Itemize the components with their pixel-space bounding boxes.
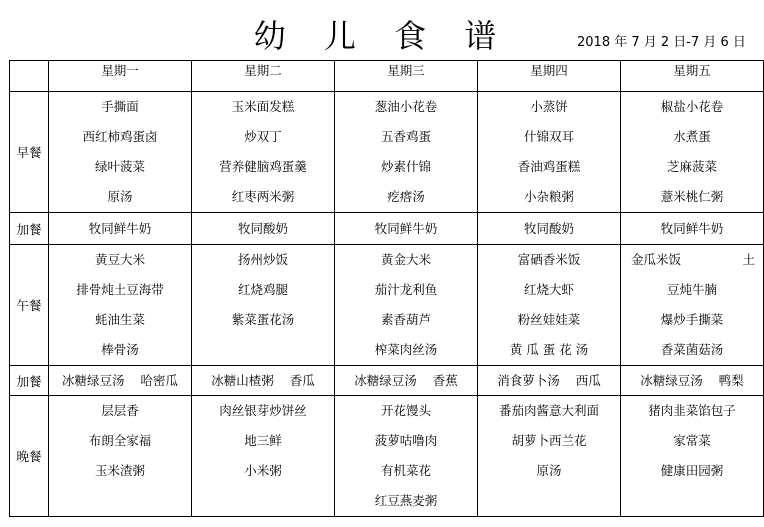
snack-fruit: 香蕉 xyxy=(432,373,458,388)
dish: 水煮蛋 xyxy=(673,129,711,144)
snack2-cell-thu xyxy=(478,366,621,396)
dish: 棒骨汤 xyxy=(101,342,139,357)
dish: 开花馒头 xyxy=(380,403,431,418)
dish: 菠萝咕噜肉 xyxy=(374,433,438,448)
dinner-cell-thu xyxy=(478,396,621,517)
dish: 小杂粮粥 xyxy=(523,189,574,204)
dish: 黄豆大米 xyxy=(94,252,145,267)
dish: 椒盐小花卷 xyxy=(660,99,724,114)
snack-drink: 消食萝卜汤 xyxy=(497,373,560,388)
snack2-cell-mon xyxy=(49,366,192,396)
breakfast-cell-tue xyxy=(192,92,335,213)
dish: 胡萝卜西兰花 xyxy=(511,433,587,448)
lunch-cell-mon xyxy=(49,245,192,366)
dish: 排骨炖土豆海带 xyxy=(76,282,164,297)
dinner-cell-tue xyxy=(192,396,335,517)
dish: 芝麻菠菜 xyxy=(666,159,717,174)
dish: 玉米面发糕 xyxy=(231,99,295,114)
lunch-cell-tue xyxy=(192,245,335,366)
dish-suffix: 土 xyxy=(742,252,755,267)
snack1-cell-thu xyxy=(478,213,621,245)
day-header-fri: 星期五 xyxy=(621,61,764,92)
dish: 红烧大虾 xyxy=(523,282,574,297)
dish: 牧同鲜牛奶 xyxy=(374,221,438,236)
dish: 牧同鲜牛奶 xyxy=(660,221,724,236)
dish: 地三鲜 xyxy=(244,433,282,448)
dish: 西红柿鸡蛋卤 xyxy=(82,129,158,144)
dish: 红枣两米粥 xyxy=(231,189,295,204)
dish: 五香鸡蛋 xyxy=(380,129,431,144)
snack1-row xyxy=(10,213,764,245)
snack-fruit: 鸭梨 xyxy=(718,373,744,388)
snack-drink: 冰糖绿豆汤 xyxy=(61,373,125,388)
dish: 猪肉韭菜馅包子 xyxy=(648,403,736,418)
snack-drink: 冰糖绿豆汤 xyxy=(640,373,703,388)
snack2-cell-fri xyxy=(621,366,764,396)
dish: 红烧鸡腿 xyxy=(237,282,288,297)
dish: 牧同鲜牛奶 xyxy=(88,221,152,236)
breakfast-cell-mon xyxy=(49,92,192,213)
dish: 家常菜 xyxy=(673,433,711,448)
dish: 富硒香米饭 xyxy=(517,252,581,267)
meal-label-lunch: 午餐 xyxy=(10,245,49,366)
dish: 紫菜蛋花汤 xyxy=(231,312,295,327)
dish: 素香葫芦 xyxy=(380,312,431,327)
dish: 炒双丁 xyxy=(244,129,282,144)
snack2-cell-tue xyxy=(192,366,335,396)
lunch-cell-fri xyxy=(621,245,764,366)
corner-cell xyxy=(10,61,49,92)
meal-label-snack2: 加餐 xyxy=(10,366,49,396)
dish: 疙瘩汤 xyxy=(387,189,425,204)
dish: 玉米渣粥 xyxy=(94,463,145,478)
day-header-thu: 星期四 xyxy=(478,61,621,92)
lunch-cell-thu xyxy=(478,245,621,366)
dish: 茄汁龙利鱼 xyxy=(374,282,438,297)
menu-table xyxy=(9,60,764,517)
dish: 原汤 xyxy=(536,463,562,478)
snack-drink: 冰糖山楂粥 xyxy=(211,373,274,388)
day-header-tue: 星期二 xyxy=(192,61,335,92)
dish: 榨菜肉丝汤 xyxy=(374,342,438,357)
day-header-mon: 星期一 xyxy=(49,61,192,92)
dish: 蚝油生菜 xyxy=(94,312,145,327)
snack-fruit: 哈密瓜 xyxy=(140,373,179,388)
dish-name: 金瓜米饭 xyxy=(631,252,682,267)
snack2-cell-wed xyxy=(335,366,478,396)
lunch-row xyxy=(10,245,764,366)
dinner-cell-mon xyxy=(49,396,192,517)
dish: 牧同酸奶 xyxy=(237,221,288,236)
dish: 牧同酸奶 xyxy=(523,221,574,236)
dish: 香油鸡蛋糕 xyxy=(517,159,581,174)
meal-label-snack1: 加餐 xyxy=(10,213,49,245)
dish xyxy=(621,245,763,275)
dish: 豆炖牛腩 xyxy=(666,282,717,297)
header-row xyxy=(10,61,764,92)
snack1-cell-fri xyxy=(621,213,764,245)
breakfast-cell-fri xyxy=(621,92,764,213)
dish: 小蒸饼 xyxy=(530,99,568,114)
snack-fruit: 香瓜 xyxy=(289,373,315,388)
dish: 香菜菌菇汤 xyxy=(660,342,724,357)
snack1-cell-wed xyxy=(335,213,478,245)
dish: 番茄肉酱意大利面 xyxy=(498,403,599,418)
dish: 布朗全家福 xyxy=(88,433,152,448)
dinner-row xyxy=(10,396,764,517)
dish: 葱油小花卷 xyxy=(374,99,438,114)
snack1-cell-mon xyxy=(49,213,192,245)
dish: 小米粥 xyxy=(244,463,282,478)
dish: 爆炒手撕菜 xyxy=(660,312,724,327)
meal-label-dinner: 晚餐 xyxy=(10,396,49,517)
breakfast-cell-wed xyxy=(335,92,478,213)
snack-fruit: 西瓜 xyxy=(575,373,601,388)
dish: 手撕面 xyxy=(101,99,139,114)
dish: 炒素什锦 xyxy=(380,159,431,174)
dish: 黄金大米 xyxy=(380,252,431,267)
dish: 健康田园粥 xyxy=(660,463,724,478)
dinner-cell-wed xyxy=(335,396,478,517)
dish: 原汤 xyxy=(107,189,133,204)
dish: 扬州炒饭 xyxy=(237,252,288,267)
dish: 黄 瓜 蛋 花 汤 xyxy=(509,342,589,357)
breakfast-cell-thu xyxy=(478,92,621,213)
page-title: 幼 儿 食 谱 xyxy=(253,17,511,55)
dish: 有机菜花 xyxy=(380,463,431,478)
dish: 红豆燕麦粥 xyxy=(374,493,438,508)
lunch-cell-wed xyxy=(335,245,478,366)
dish: 粉丝娃娃菜 xyxy=(517,312,581,327)
dish: 薏米桃仁粥 xyxy=(660,189,724,204)
snack2-row xyxy=(10,366,764,396)
snack-drink: 冰糖绿豆汤 xyxy=(354,373,417,388)
dinner-cell-fri xyxy=(621,396,764,517)
dish: 营养健脑鸡蛋羹 xyxy=(219,159,307,174)
day-header-wed: 星期三 xyxy=(335,61,478,92)
meal-label-breakfast: 早餐 xyxy=(10,92,49,213)
snack1-cell-tue xyxy=(192,213,335,245)
dish: 肉丝银芽炒饼丝 xyxy=(219,403,307,418)
date-range: 2018 年 7 月 2 日-7 月 6 日 xyxy=(577,35,746,50)
dish: 层层香 xyxy=(101,403,139,418)
dish: 绿叶菠菜 xyxy=(94,159,145,174)
breakfast-row xyxy=(10,92,764,213)
dish: 什锦双耳 xyxy=(523,129,574,144)
